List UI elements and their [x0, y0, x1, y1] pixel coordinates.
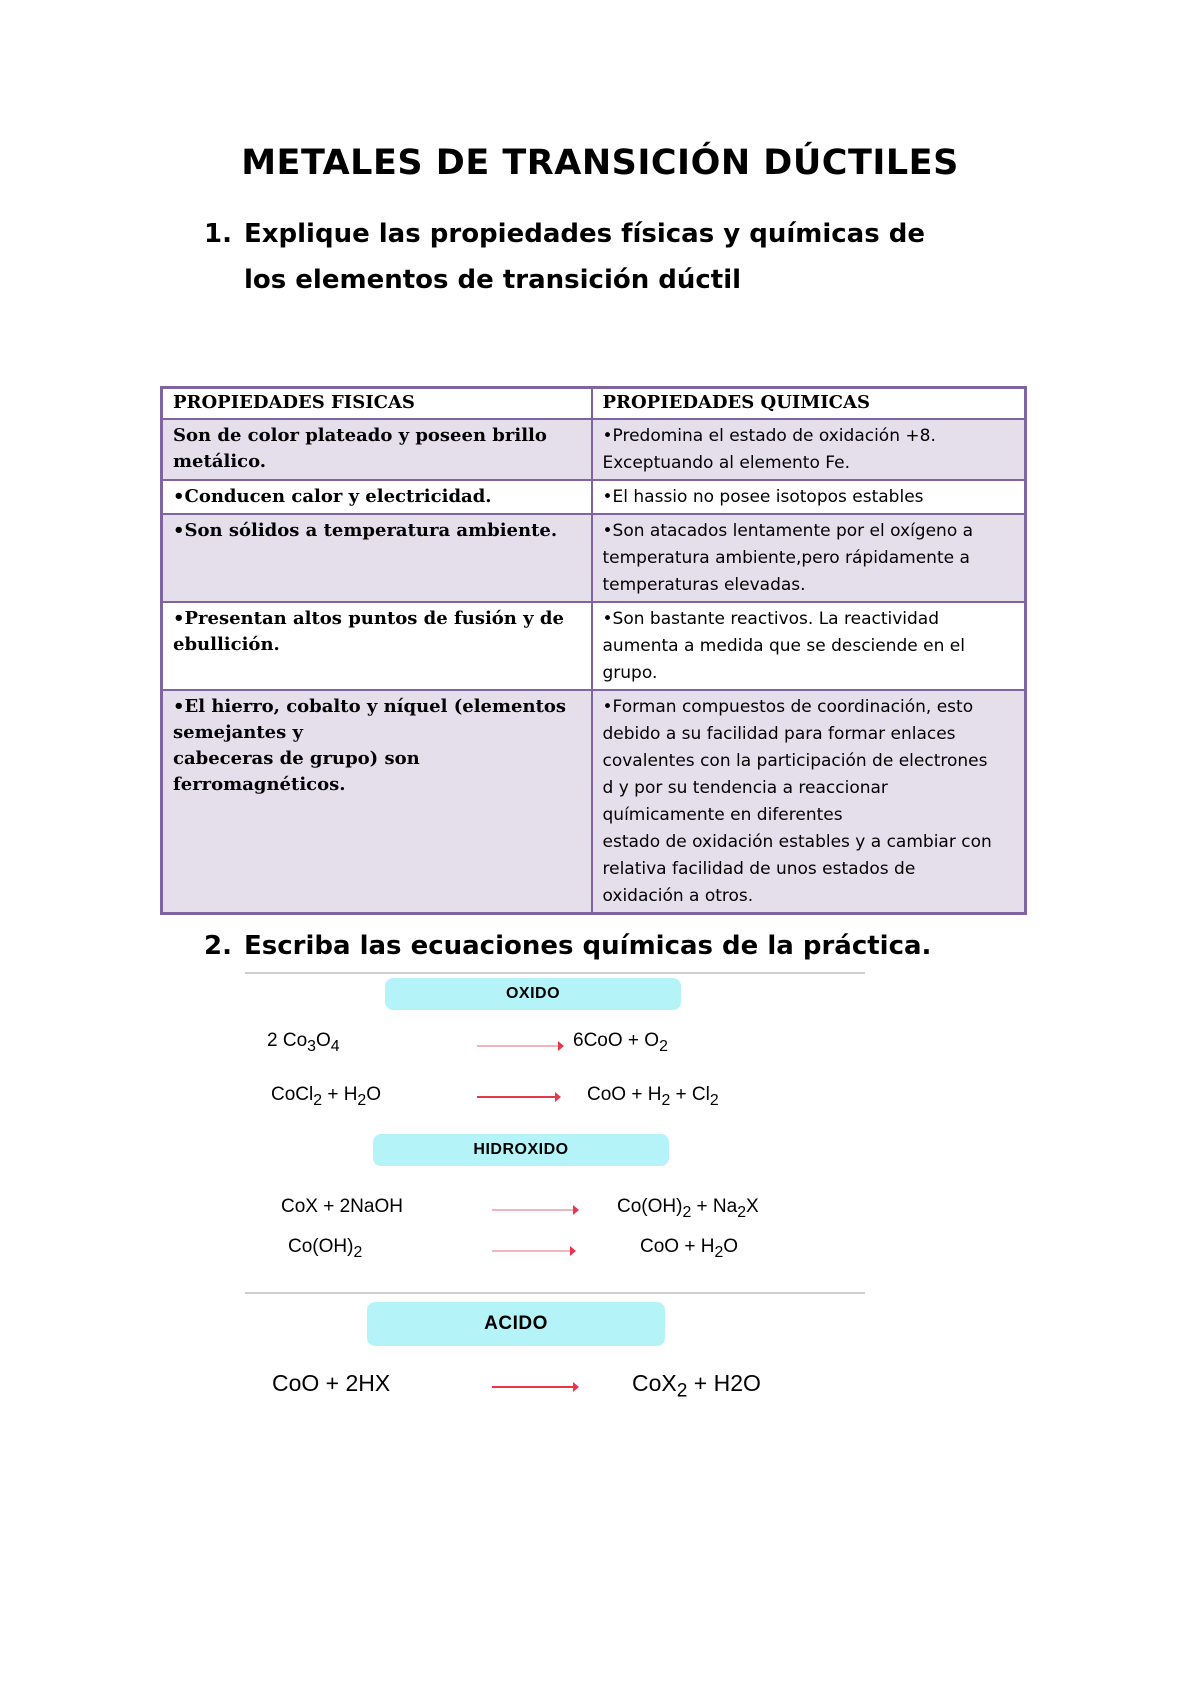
acido-eq1-right: CoX$_2$ + H2O: [632, 1370, 761, 1402]
hidroxido-eq1-right: $Co(OH)_2 + Na_2X$: [617, 1196, 759, 1221]
acido-label-pill: ACIDO: [367, 1302, 665, 1346]
cell-fisica-text: Son de color plateado y poseen brillo metálico.: [173, 425, 547, 472]
cell-fisica-text: •Presentan altos puntos de fusión y de ebullición.: [173, 608, 564, 655]
hidroxido-label-pill: HIDROXIDO: [373, 1134, 669, 1166]
table-row: [162, 602, 1026, 690]
cell-fisica: [162, 514, 592, 602]
table-row: [162, 690, 1026, 914]
question-2-text: Escriba las ecuaciones químicas de la práctica.: [244, 931, 932, 961]
cell-quimica-text: •El hassio no posee isotopos estables: [602, 487, 924, 507]
question-1-text: Explique las propiedades físicas y químicas de los elementos de transición dúctil: [244, 219, 926, 295]
oxido-eq2-right: CoO + $H_2 + Cl_2$: [587, 1084, 719, 1109]
cell-quimica: [592, 690, 1026, 914]
cell-fisica-text: •Conducen calor y electricidad.: [173, 486, 492, 507]
cell-quimica: [592, 602, 1026, 690]
reaction-arrow: [477, 1096, 559, 1098]
properties-table: [160, 386, 1027, 915]
table-row: [162, 514, 1026, 602]
table-header-row: [162, 388, 1026, 420]
cell-quimica-text: •Son bastante reactivos. La reactividad aumenta a medida que se desciende en el grupo.: [602, 609, 965, 683]
oxido-eq1-left: 2 $Co_3O_4$: [267, 1030, 340, 1055]
cell-fisica: [162, 602, 592, 690]
cell-fisica: [162, 690, 592, 914]
cell-quimica-text: •Predomina el estado de oxidación +8. Exceptuando al elemento Fe.: [602, 426, 936, 473]
cell-quimica-text: •Forman compuestos de coordinación, esto debido a su facilidad para formar enlaces covalentes con la participación de electrones d y por su tendencia a reaccionar químicamente en diferentes estado de oxidación estables y a cambiar con relativa facilidad de unos estados de oxidación a otros.: [602, 697, 992, 906]
cell-quimica: [592, 514, 1026, 602]
table-row: [162, 480, 1026, 514]
oxido-label-pill: OXIDO: [385, 978, 681, 1010]
reaction-arrow: [492, 1386, 577, 1388]
cell-quimica-text: •Son atacados lentamente por el oxígeno a temperatura ambiente,pero rápidamente a temperaturas elevadas.: [602, 521, 974, 595]
cell-quimica: [592, 419, 1026, 480]
divider-line: [245, 972, 865, 974]
document-title: METALES DE TRANSICIÓN DÚCTILES: [241, 143, 959, 183]
cell-quimica: [592, 480, 1026, 514]
hidroxido-eq2-right: CoO + $H_2O$: [640, 1236, 739, 1261]
question-1-number: 1.: [204, 219, 232, 249]
table-row: [162, 419, 1026, 480]
question-2-number: 2.: [204, 931, 232, 961]
equations-figure: [245, 972, 865, 1402]
hidroxido-eq2-left: $Co(OH)_2$: [288, 1236, 363, 1261]
cell-fisica: [162, 419, 592, 480]
cell-fisica: [162, 480, 592, 514]
reaction-arrow: [477, 1045, 562, 1047]
oxido-eq2-left: CoCl$_2$ + $H_2O$: [271, 1084, 382, 1109]
header-quimicas: PROPIEDADES QUIMICAS: [592, 388, 1026, 420]
reaction-arrow: [492, 1209, 577, 1211]
divider-line: [245, 1292, 865, 1294]
oxido-eq1-right: $6CoO + O_2$: [573, 1030, 668, 1055]
hidroxido-eq1-left: CoX + 2NaOH: [281, 1196, 403, 1217]
reaction-arrow: [492, 1250, 574, 1252]
acido-eq1-left: CoO + 2HX: [272, 1370, 391, 1396]
cell-fisica-text: •Son sólidos a temperatura ambiente.: [173, 520, 558, 541]
cell-fisica-text: •El hierro, cobalto y níquel (elementos semejantes y cabeceras de grupo) son ferromagnéticos.: [173, 696, 567, 795]
header-fisicas: PROPIEDADES FISICAS: [162, 388, 592, 420]
